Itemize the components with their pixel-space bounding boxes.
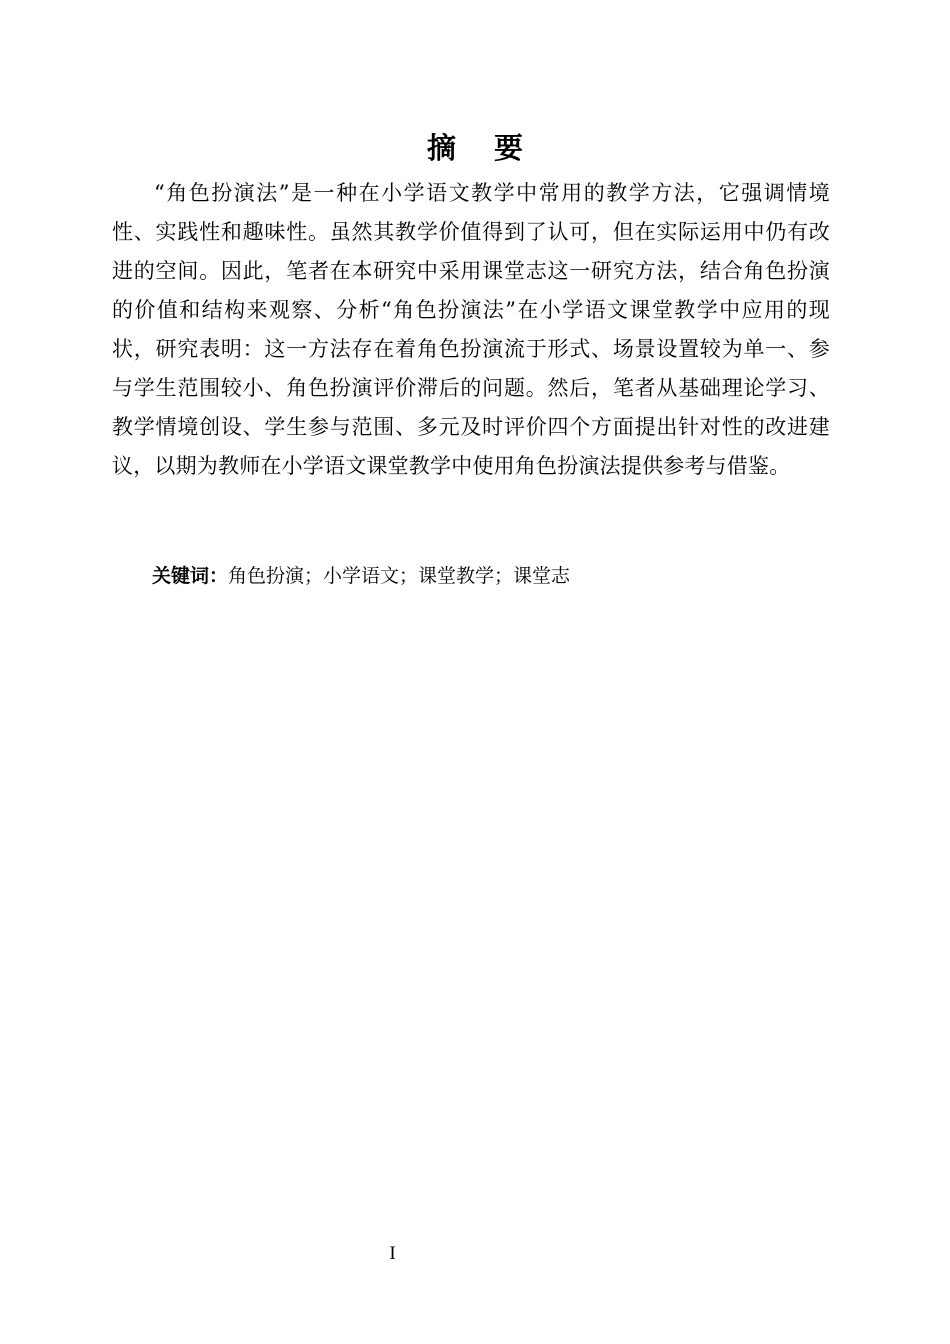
keywords-text: 角色扮演；小学语文；课堂教学；课堂志 (228, 565, 571, 587)
keywords-label: 关键词： (152, 565, 229, 587)
abstract-body: “角色扮演法”是一种在小学语文教学中常用的教学方法，它强调情境性、实践性和趣味性。虽然其教学价值得到了认可，但在实际运用中仍有改进的空间。因此，笔者在本研究中采用课堂志这一研究方法，结合角色扮演的价值和结构来观察、分析“角色扮演法”在小学语文课堂教学中应用的现状，研究表明：这一方法存在着角色扮演流于形式、场景设置较为单一、参与学生范围较小、角色扮演评价滞后的问题。然后，笔者从基础理论学习、教学情境创设、学生参与范围、多元及时评价四个方面提出针对性的改进建议，以期为教师在小学语文课堂教学中使用角色扮演法提供参考与借鉴。 (112, 181, 830, 478)
keywords-line (152, 558, 570, 594)
abstract-title: 摘要 (426, 131, 561, 165)
page-number: I (389, 1243, 396, 1264)
